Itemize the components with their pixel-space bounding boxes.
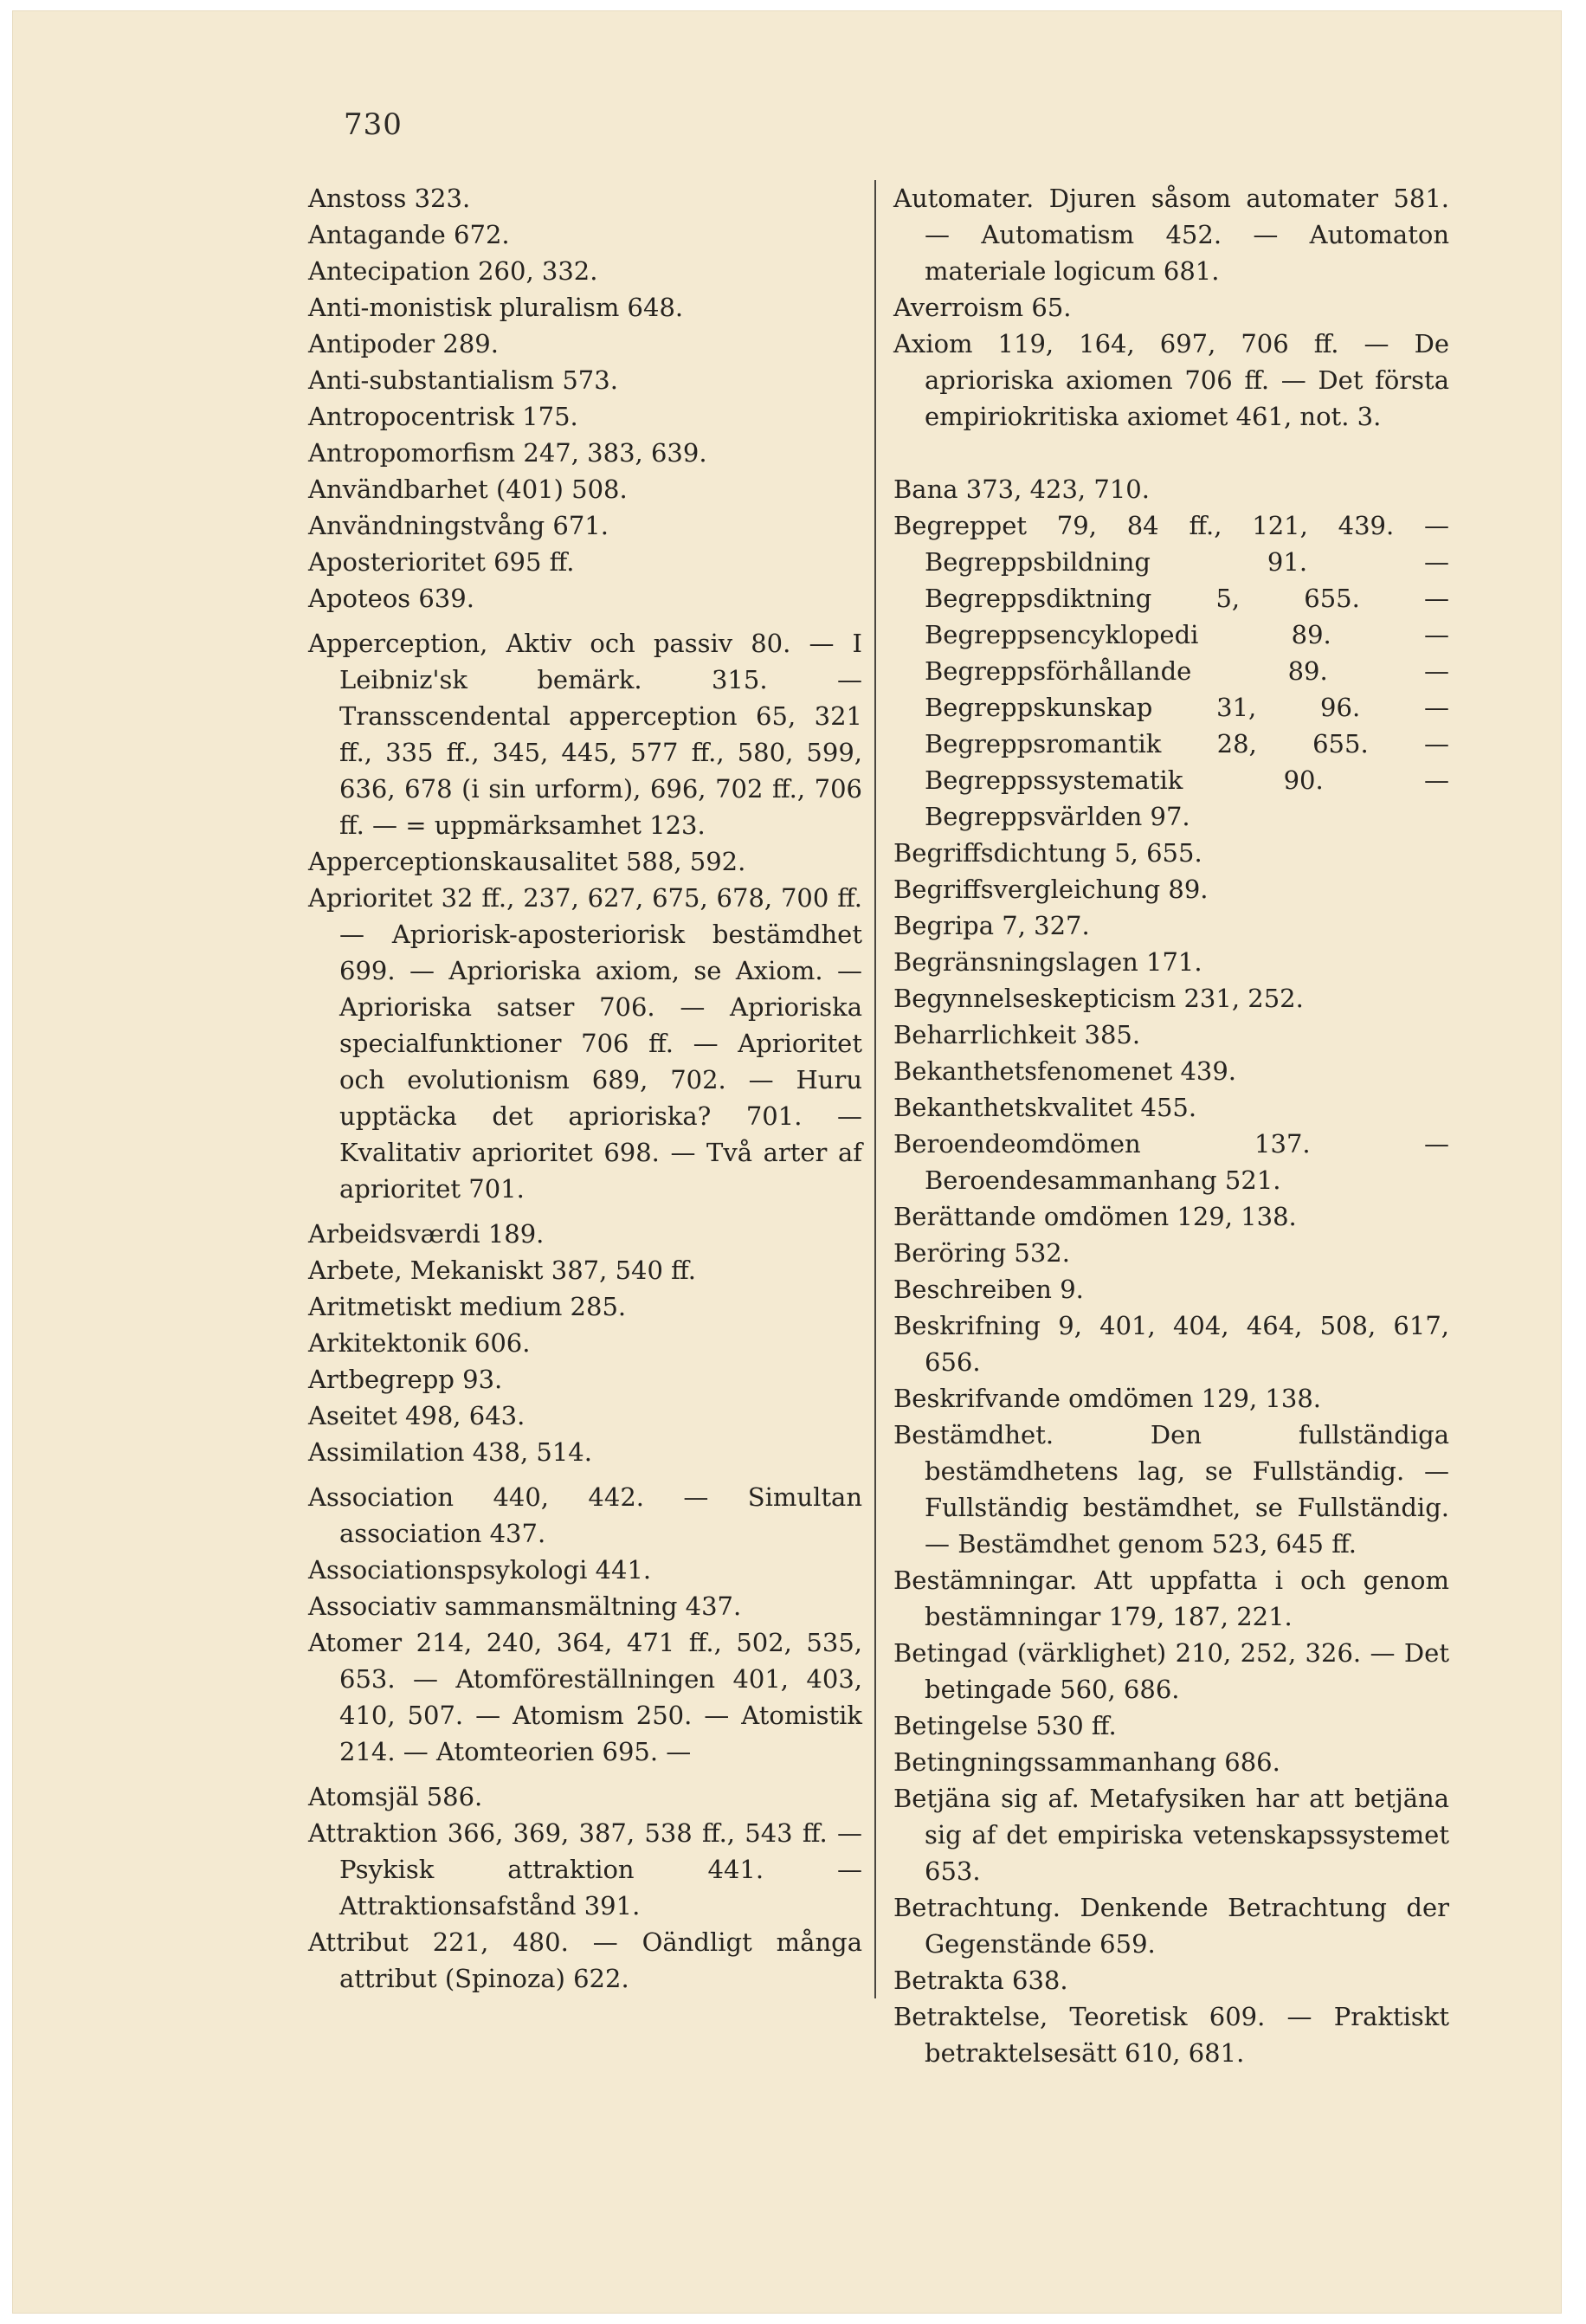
index-entry: Averroism 65. bbox=[893, 293, 1072, 322]
index-entry: Attraktion 366, 369, 387, 538 ff., 543 ff. — Psykisk attraktion 441. — Attraktionsafstånd 391. bbox=[308, 1818, 862, 1921]
index-entry: Betingelse 530 ff. bbox=[893, 1711, 1117, 1740]
index-entry: Antropocentrisk 175. bbox=[308, 402, 578, 431]
index-entry: Betingningssammanhang 686. bbox=[893, 1747, 1280, 1777]
index-entry: Antagande 672. bbox=[308, 220, 510, 249]
index-entry: Begriffsvergleichung 89. bbox=[893, 875, 1209, 904]
index-entry: Apperception, Aktiv och passiv 80. — I Leibniz'sk bemärk. 315. — Transscendental apperception 65, 321 ff., 335 ff., 345, 445, 577 ff., 580, 599, 636, 678 (i sin urform), 696, 702 ff., 706 ff. — = uppmärksamhet 123. bbox=[308, 629, 862, 840]
index-entry: Axiom 119, 164, 697, 706 ff. — De aprioriska axiomen 706 ff. — Det första empiriokritiska axiomet 461, not. 3. bbox=[893, 329, 1449, 431]
index-entry: Beskrifvande omdömen 129, 138. bbox=[893, 1384, 1321, 1413]
index-column-left bbox=[308, 180, 862, 1997]
index-entry: Begriffsdichtung 5, 655. bbox=[893, 838, 1202, 868]
index-entry: Arbeidsværdi 189. bbox=[308, 1219, 545, 1249]
index-entry: Aseitet 498, 643. bbox=[308, 1401, 525, 1430]
index-entry: Bana 373, 423, 710. bbox=[893, 474, 1150, 504]
index-entry: Användbarhet (401) 508. bbox=[308, 474, 628, 504]
index-entry: Aprioritet 32 ff., 237, 627, 675, 678, 700 ff. — Apriorisk-aposteriorisk bestämdhet 699. — Aprioriska axiom, se Axiom. — Aprioriska satser 706. — Aprioriska specialfunktioner 706 ff. — Aprioritet och evolutionism 689, 702. — Huru upptäcka det aprioriska? 701. — Kvalitativ aprioritet 698. — Två arter af aprioritet 701. bbox=[308, 883, 862, 1204]
index-entry: Betraktelse, Teoretisk 609. — Praktiskt betraktelsesätt 610, 681. bbox=[893, 2002, 1449, 2068]
index-entry: Beroendeomdömen 137. — Beroendesammanhang 521. bbox=[893, 1129, 1449, 1195]
index-entry: Beröring 532. bbox=[893, 1238, 1070, 1268]
index-entry: Anti-monistisk pluralism 648. bbox=[308, 293, 684, 322]
index-entry: Bekanthetskvalitet 455. bbox=[893, 1093, 1197, 1122]
index-entry: Arkitektonik 606. bbox=[308, 1328, 531, 1358]
index-column-right bbox=[893, 180, 1449, 2071]
index-entry: Automater. Djuren såsom automater 581. — Automatism 452. — Automaton materiale logicum 681. bbox=[893, 184, 1449, 286]
index-entry: Antipoder 289. bbox=[308, 329, 499, 358]
page-number: 730 bbox=[344, 107, 403, 142]
index-entry: Associativ sammansmältning 437. bbox=[308, 1591, 742, 1621]
index-entry: Antropomorfism 247, 383, 639. bbox=[308, 438, 707, 468]
index-entry: Artbegrepp 93. bbox=[308, 1365, 503, 1394]
index-entry: Apperceptionskausalitet 588, 592. bbox=[308, 847, 746, 876]
index-entry: Aritmetiskt medium 285. bbox=[308, 1292, 627, 1321]
column-divider bbox=[874, 180, 876, 1998]
index-entry: Assimilation 438, 514. bbox=[308, 1437, 592, 1467]
index-entry: Beskrifning 9, 401, 404, 464, 508, 617, 656. bbox=[893, 1311, 1449, 1377]
index-entry: Atomsjäl 586. bbox=[308, 1782, 483, 1811]
index-entry: Begripa 7, 327. bbox=[893, 911, 1090, 940]
index-entry: Betjäna sig af. Metafysiken har att betjäna sig af det empiriska vetenskapssystemet 653. bbox=[893, 1784, 1449, 1886]
page-sheet bbox=[12, 10, 1562, 2314]
index-entry: Association 440, 442. — Simultan association 437. bbox=[308, 1482, 862, 1548]
index-entry: Bestämningar. Att uppfatta i och genom bestämningar 179, 187, 221. bbox=[893, 1565, 1449, 1631]
index-entry: Användningstvång 671. bbox=[308, 511, 609, 540]
index-entry: Betingad (värklighet) 210, 252, 326. — Det betingade 560, 686. bbox=[893, 1638, 1449, 1704]
index-entry: Bekanthetsfenomenet 439. bbox=[893, 1056, 1237, 1086]
index-entry: Begränsningslagen 171. bbox=[893, 947, 1202, 977]
index-entry: Betrakta 638. bbox=[893, 1966, 1068, 1995]
index-entry: Betrachtung. Denkende Betrachtung der Gegenstände 659. bbox=[893, 1893, 1449, 1959]
index-entry: Begreppet 79, 84 ff., 121, 439. — Begreppsbildning 91. — Begreppsdiktning 5, 655. — Begreppsencyklopedi 89. — Begreppsförhållande 89. — Begreppskunskap 31, 96. — Begreppsromantik 28, 655. — Begreppssystematik 90. — Begreppsvärlden 97. bbox=[893, 511, 1449, 831]
index-entry: Anti-substantialism 573. bbox=[308, 365, 618, 395]
index-entry: Bestämdhet. Den fullständiga bestämdhetens lag, se Fullständig. — Fullständig bestämdhet, se Fullständig. — Bestämdhet genom 523, 645 ff. bbox=[893, 1420, 1449, 1559]
index-entry: Attribut 221, 480. — Oändligt många attribut (Spinoza) 622. bbox=[308, 1927, 862, 1993]
index-entry: Associationspsykologi 441. bbox=[308, 1555, 652, 1585]
index-entry: Apoteos 639. bbox=[308, 584, 474, 613]
index-entry: Beschreiben 9. bbox=[893, 1275, 1084, 1304]
index-entry: Beharrlichkeit 385. bbox=[893, 1020, 1141, 1049]
index-entry: Begynnelseskepticism 231, 252. bbox=[893, 984, 1304, 1013]
index-entry: Anstoss 323. bbox=[308, 184, 471, 213]
index-entry: Antecipation 260, 332. bbox=[308, 256, 598, 286]
index-entry: Aposterioritet 695 ff. bbox=[308, 547, 575, 577]
index-entry: Atomer 214, 240, 364, 471 ff., 502, 535, 653. — Atomföreställningen 401, 403, 410, 507. — Atomism 250. — Atomistik 214. — Atomteorien 695. — bbox=[308, 1628, 862, 1766]
index-entry: Berättande omdömen 129, 138. bbox=[893, 1202, 1297, 1231]
index-entry: Arbete, Mekaniskt 387, 540 ff. bbox=[308, 1256, 696, 1285]
